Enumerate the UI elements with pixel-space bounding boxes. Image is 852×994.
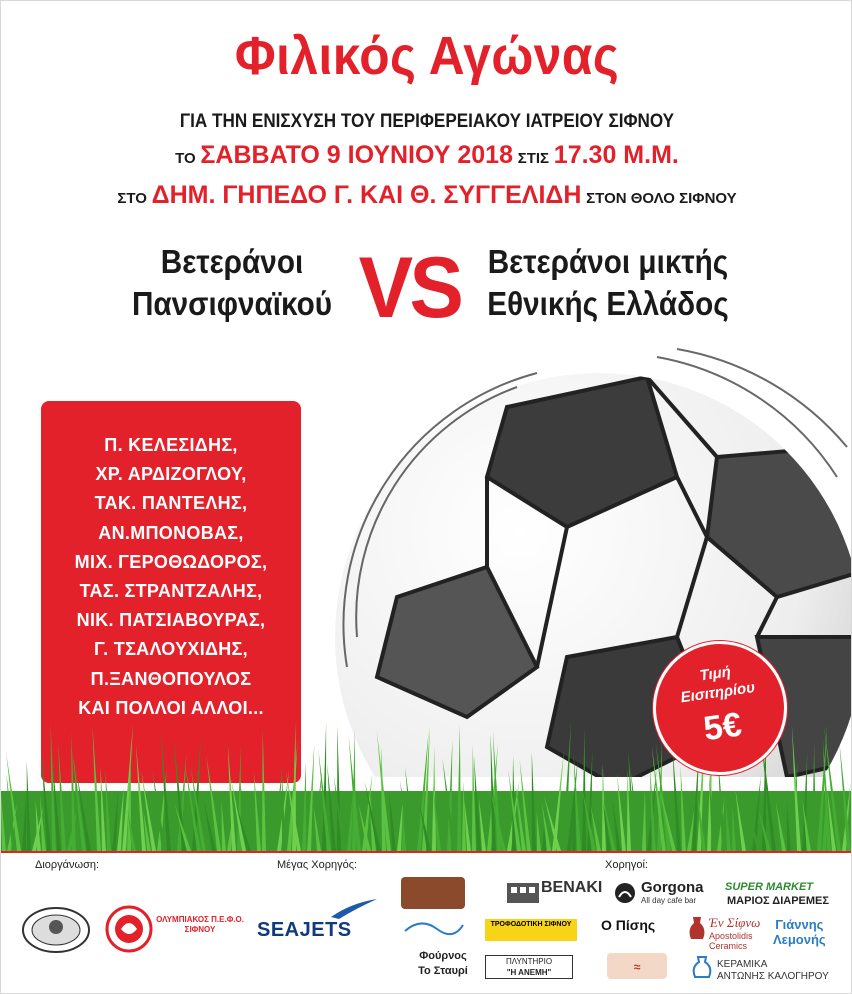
fournos-line2: Το Σταυρί [418, 965, 468, 977]
player-item: ΤΑΚ. ΠΑΝΤΕΛΗΣ, [94, 493, 248, 514]
player-item: ΜΙΧ. ΓΕΡΟΘΩΔΟΡΟΣ, [74, 551, 268, 572]
anemi-laundry-logo [485, 955, 573, 979]
match-time: 17.30 Μ.Μ. [553, 141, 679, 169]
svg-text:≈: ≈ [633, 960, 641, 974]
player-item: Π.ΞΑΝΘΟΠΟΥΛΟΣ [90, 668, 252, 689]
supermarket-logo: SUPER MARKET [725, 881, 814, 893]
away-team-line2: Εθνικής Ελλάδος [487, 285, 729, 322]
car-rental-logo [607, 951, 667, 981]
grass-blade [262, 729, 266, 851]
grass-blade [457, 724, 461, 851]
fournos-line1: Φούρνος [419, 950, 467, 962]
vase-icon [687, 915, 707, 943]
benaki-hotel-logo: BENAKI [541, 879, 603, 896]
player-item: ΤΑΣ. ΣΤΡΑΝΤΖΑΛΗΣ, [79, 581, 263, 602]
date-line [1, 141, 852, 170]
away-team-line1: Βετεράνοι μικτής [487, 243, 729, 280]
player-item: ΑΝ.ΜΠΟΝΟΒΑΣ, [98, 522, 244, 543]
giannis-line1: Γιάννης [775, 917, 824, 932]
bakery-badge-logo [401, 877, 465, 909]
date-prefix: ΤΟ [175, 150, 196, 167]
purpose-line: ΓΙΑ ΤΗΝ ΕΝΙΣΧΥΣΗ ΤΟΥ ΠΕΡΙΦΕΡΕΙΑΚΟΥ ΙΑΤΡΕΙΟΥ ΣΙΦΝΟΥ [179, 111, 675, 132]
gorgona-logo: Gorgona [641, 879, 704, 896]
venue-line [1, 181, 852, 210]
organizer-label: Διοργάνωση: [35, 859, 100, 871]
sponsors-label: Χορηγοί: [605, 859, 648, 871]
mermaid-icon [613, 881, 637, 905]
keramika-line2: ΑΝΤΩΝΗΣ ΚΑΛΟΓΗΡΟΥ [717, 971, 829, 982]
grass-blade [582, 726, 586, 851]
pottery-icon [691, 955, 713, 979]
olympiakos-logo [105, 905, 153, 953]
gorgona-subtitle: All day cafe bar [641, 896, 697, 905]
en-sifno-logo: Έν Σίφνω [709, 915, 761, 930]
trofodotiki-logo: ΤΡΟΦΟΔΟΤΙΚΗ ΣΙΦΝΟΥ [485, 919, 577, 941]
player-item: Γ. ΤΣΑΛΟΥΧΙΔΗΣ, [94, 639, 248, 660]
apostolidis-ceramics [709, 931, 753, 951]
players-list [41, 431, 301, 723]
venue-location: ΣΤΟΝ ΘΟΛΟ ΣΙΦΝΟΥ [586, 190, 737, 207]
keramika-kalogirou [717, 959, 829, 983]
home-team [111, 241, 354, 325]
home-team-line2: Πανσιφναϊκού [131, 285, 333, 322]
fournos-stavri [401, 949, 485, 979]
poster-title: Φιλικός Αγώνας [234, 26, 620, 86]
benaki-building-icon [505, 877, 541, 905]
pastry-logo [401, 915, 465, 939]
ceramics-label: Ceramics [709, 941, 748, 951]
player-item: ΚΑΙ ΠΟΛΛΟΙ ΑΛΛΟΙ... [78, 697, 264, 718]
player-item: Π. ΚΕΛΕΣΙΔΗΣ, [104, 435, 238, 455]
player-item: ΝΙΚ. ΠΑΤΣΙΑΒΟΥΡΑΣ, [76, 610, 266, 631]
apostolidis-name: Apostolidis [709, 931, 753, 941]
venue-name: ΔΗΜ. ΓΗΠΕΔΟ Γ. ΚΑΙ Θ. ΣΥΓΓΕΛΙΔΗ [151, 181, 582, 209]
seajets-swoosh-icon [331, 899, 377, 919]
anemi-line1: ΠΛΥΝΤΗΡΙΟ [505, 957, 553, 966]
diaremes-name: ΜΑΡΙΟΣ ΔΙΑΡΕΜΕΣ [727, 895, 829, 907]
home-team-line1: Βετεράνοι [160, 243, 304, 280]
opisis-logo: Ο Πίσης [601, 917, 656, 933]
ticket-price-value: 5€ [701, 705, 745, 749]
giannis-line2: Λεμονής [773, 932, 826, 947]
player-item: ΧΡ. ΑΡΔΙΖΟΓΛΟΥ, [95, 464, 247, 485]
venue-prefix: ΣΤΟ [117, 190, 147, 207]
main-sponsor-label: Μέγας Χορηγός: [277, 859, 358, 871]
olympiakos-name: ΟΛΥΜΠΙΑΚΟΣ Π.Ε.Φ.Ο. ΣΙΦΝΟΥ [156, 915, 244, 934]
anemi-line2: "Η ΑΝΕΜΗ" [506, 968, 552, 977]
sifnos-club-logo [21, 905, 91, 955]
ticket-price-label: Τιμή Εισιτηρίου [679, 663, 757, 707]
footer-divider [1, 851, 852, 853]
match-date: ΣΑΒΒΑΤΟ 9 ΙΟΥΝΙΟΥ 2018 [200, 141, 513, 169]
vs-label: VS [358, 240, 461, 336]
seajets-logo: SEAJETS [257, 919, 352, 941]
away-team [469, 241, 748, 325]
giannis-lemonis [773, 917, 826, 947]
keramika-line1: ΚΕΡΑΜΙΚΑ [717, 959, 768, 970]
time-prefix: ΣΤΙΣ [517, 150, 550, 167]
